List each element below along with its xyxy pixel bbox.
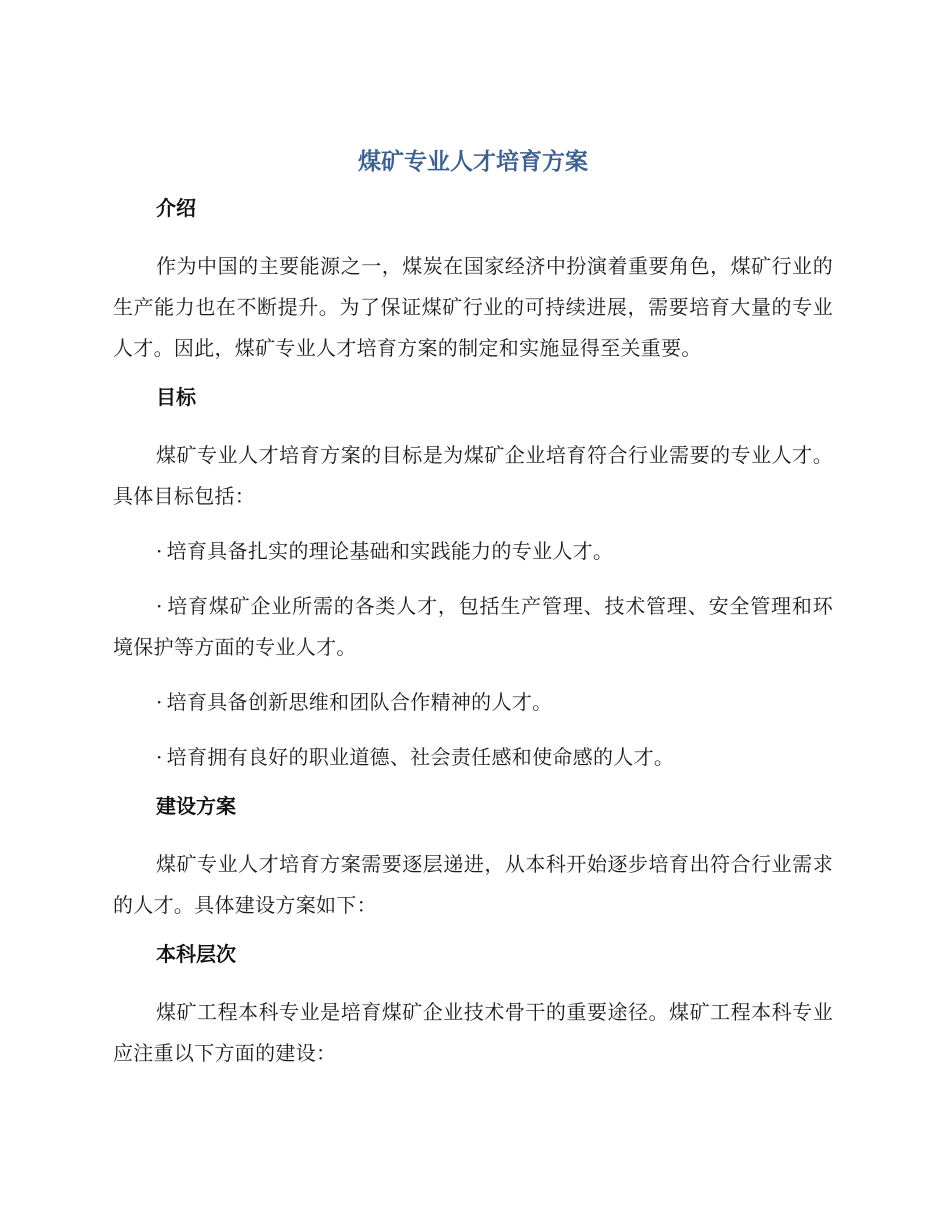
goal-bullet-item: [113, 531, 833, 572]
section-heading-goals: 目标: [156, 385, 196, 409]
goal-bullet-item: [113, 737, 833, 778]
plan-paragraph: 煤矿专业人才培育方案需要逐层递进，从本科开始逐步培育出符合行业需求的人才。具体建设方案如下：: [113, 852, 833, 917]
goal-bullet-text: 培育具备创新思维和团队合作精神的人才。: [166, 690, 553, 714]
goals-paragraph: 煤矿专业人才培育方案的目标是为煤矿企业培育符合行业需要的专业人才。具体目标包括：: [113, 443, 833, 508]
bullet-icon: ·: [156, 594, 163, 618]
undergrad-paragraph: 煤矿工程本科专业是培育煤矿企业技术骨干的重要途径。煤矿工程本科专业应注重以下方面的建设：: [113, 1000, 833, 1065]
intro-paragraph: 作为中国的主要能源之一，煤炭在国家经济中扮演着重要角色，煤矿行业的生产能力也在不断提升。为了保证煤矿行业的可持续进展，需要培育大量的专业人才。因此，煤矿专业人才培育方案的制定和实施显得至关重要。: [113, 254, 833, 360]
bullet-icon: ·: [156, 690, 163, 714]
bullet-icon: ·: [156, 539, 163, 563]
document-body: [113, 142, 833, 1088]
document-title: 煤矿专业人才培育方案: [358, 149, 588, 175]
goal-bullet-text: 培育煤矿企业所需的各类人才，包括生产管理、技术管理、安全管理和环境保护等方面的专业人才。: [113, 594, 833, 659]
goal-bullet-item: [113, 682, 833, 723]
goal-bullet-text: 培育拥有良好的职业道德、社会责任感和使命感的人才。: [166, 745, 675, 769]
section-heading-intro: 介绍: [156, 196, 196, 220]
section-heading-plan: 建设方案: [156, 794, 236, 818]
goal-bullet-text: 培育具备扎实的理论基础和实践能力的专业人才。: [166, 539, 614, 563]
goal-bullet-item: [113, 586, 833, 668]
section-heading-undergrad: 本科层次: [156, 942, 236, 966]
bullet-icon: ·: [156, 745, 163, 769]
